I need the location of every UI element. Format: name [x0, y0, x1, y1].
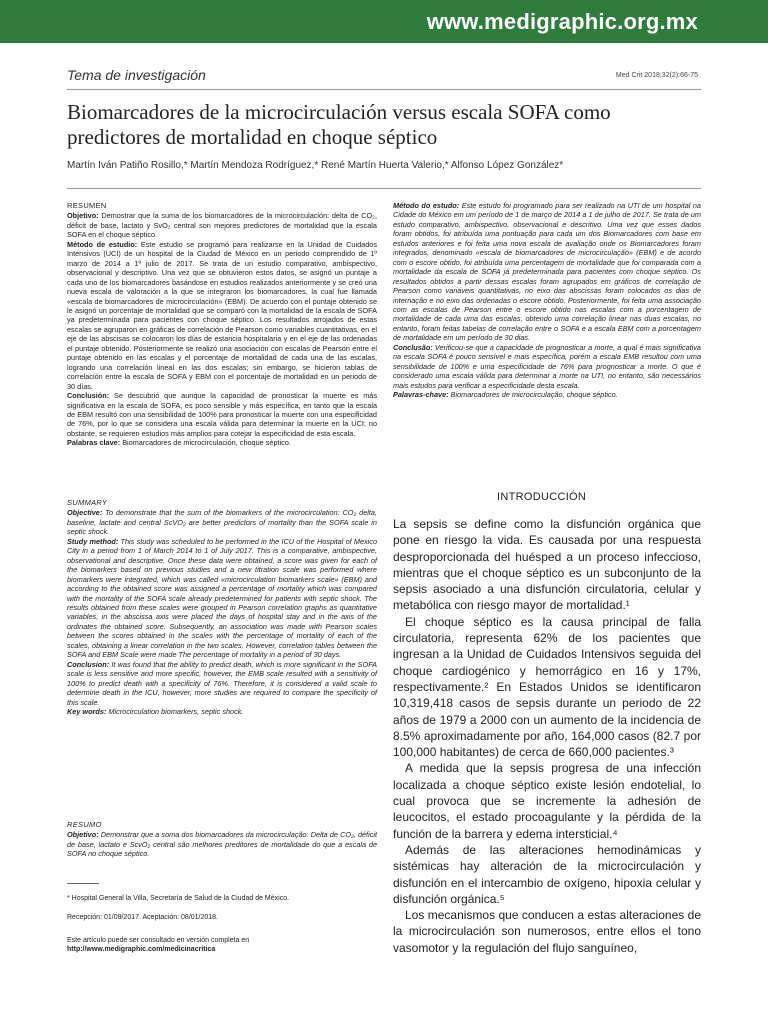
abstract-item: Método do estudo: Este estudo foi programado para ser realizado na UTI de um hospital na Cidade do México em um período de 1 de março de 2014 a 1 de julho de 2017. Se trata de um estudo comparativo, ambispectivo, observacional e descritivo. Uma vez que esses dados foram obtidos, foi atribuída uma pontuação para cada um dos Biomarcadores com base em estudos anteriores e foi feita uma nova escala de avaliação onde os Biomarcadores foram integrados, denominado «escala de biomarcadores de microcirculação» (EBM) e de acordo com o escore obtido, foi atribuída uma percentagem de mortalidade que foi comparada com a mortalidade da escala de SOFA já predeterminada para pacientes com choque séptico. Os resultados obtidos a partir dessas escalas foram agrupados em gráficos de correlação de Pearson como variáveis quantitativas, no eixo das abscissas foram colocados os dias de internação e no eixo das ordenadas o escore obtido. Posteriormente, foi feita uma associação com as escalas de Pearson entre o escore obtido nas escalas com a porcentagem de mortalidade de cada uma das escalas, obtendo uma correlação linear nas duas escalas, no entanto, foram feitas tabelas de correlação entre o SOFA e a escala EBM com a porcentagem de mortalidade em um período de 30 dias.	[393, 201, 701, 343]
abstract-resumen	[67, 201, 377, 448]
abstract-item: Objetivo: Demonstrar que a soma dos biomarcadores da microcirculação: Delta de CO₂, déficit de base, lactato e ScvO₂ central são melhores preditores de mortalidade do que a escala de SOFA no choque séptico.	[67, 830, 377, 859]
abstract-item: Conclusão: Verificou-se que a capacidade de prognosticar a morte, a qual é mais significativa na escala SOFA é pouco sensível e mais específica, porém a escala EMB resultou com uma sensibilidade de 100% e uma especificidade de 76% para prognosticar a morte. O que é considerado uma escala válida para determinar a morte na UTI, no entanto, são necessários mais estudos para verificar a especificidade desta escala.	[393, 342, 701, 390]
site-banner	[0, 0, 768, 43]
resumo-heading: RESUMO	[67, 820, 102, 829]
introduction-body	[393, 516, 701, 956]
body-paragraph: Los mecanismos que conducen a estas alteraciones de la microcirculación son numerosos, entre ellos el tono vasomotor y la regulación del flujo sanguíneo,	[393, 908, 701, 955]
online-note: Este artículo puede ser consultado en versión completa en	[67, 937, 250, 944]
abstract-item: Método de estudio: Este estudio se programó para realizarse en la Unidad de Cuidados Intensivos (UCI) de un hospital de la Ciudad de México en un periodo comprendido de 1º marzo de 2014 a 1º julio de 2017. Se trata de un estudio comparativo, ambispectivo, observacional y descriptivo. Una vez que se obtuvieron estos datos, se asignó un puntaje a cada uno de los biomarcadores basándose en estudios realizados anteriormente y se creó una nueva escala de valoración a la que se integraron los biomarcadores, la cual fue llamada «escala de biomarcadores de microcirculación» (EBM). De acuerdo con el puntaje obtenido se le asignó un porcentaje de mortalidad que se comparó con la mortalidad de la escala de SOFA ya predeterminada para pacientes con choque séptico. Los resultados arrojados de estas escalas se agruparon en gráficas de correlación de Pearson como variables cuantitativas, en el eje de las abscisas se colocaron los días de estancia hospitalaria y en el eje de las ordenadas el puntaje obtenido. Posteriormente se realizó una asociación con escalas de Pearson entre el puntaje obtenido en las escalas y el porcentaje de mortalidad de cada una de las escalas, logrando una correlación lineal en las dos escalas; sin embargo, se hicieron tablas de correlación entre la escala de SOFA y EBM con el porcentaje de mortalidad en un periodo de 30 días.	[67, 239, 377, 391]
header-divider	[67, 89, 701, 90]
affiliation-footnote: * Hospital General la Villa, Secretaría de Salud de la Ciudad de México.	[67, 895, 290, 902]
online-footnote	[67, 936, 367, 954]
article-title: Biomarcadores de la microcirculación versus escala SOFA como predictores de mortalidad en choque séptico	[67, 100, 611, 149]
summary-heading: SUMMARY	[67, 498, 108, 507]
abstract-item: Palabras clave: Biomarcadores de microcirculación, choque séptico.	[67, 438, 291, 448]
footnote-divider	[67, 883, 99, 884]
abstract-item: Objective: To demonstrate that the sum of the biomarkers of the microcirculation: CO₂ delta, baseline, lactate and central ScVO₂ are better predictors of mortality than the SOFA scale in septic shock.	[67, 508, 377, 537]
body-paragraph: Además de las alteraciones hemodinámicas y sistémicas hay alteración de la microcirculación y disfunción en el intercambio de oxígeno, hipoxia celular y disfunción orgánica.⁵	[393, 842, 701, 906]
abstract-resumo-continued	[393, 201, 701, 400]
body-paragraph: El choque séptico es la causa principal de falla circulatoria, representa 62% de los pacientes que ingresan a la Unidad de Cuidados Intensivos seguida del choque cardiogénico y hemorrágico en 16 y 17%, respectivamente.² En Estados Unidos se identificaron 10,319,418 casos de sepsis durante un periodo de 22 años de 1979 a 2000 con un aumento de la incidencia de 8.5% aproximadamente por año, 164,000 casos (82.7 por 100,000 habitantes) de cerca de 660,000 pacientes.³	[393, 614, 701, 760]
resumen-heading: RESUMEN	[67, 201, 107, 210]
journal-reference: Med Crit 2018;32(2):66-75	[615, 72, 698, 79]
abstract-resumo	[67, 820, 377, 859]
abstract-item: Conclusión: Se descubrió que aunque la capacidad de pronosticar la muerte es más significativa en la escala de SOFA, es poco sensible y más específica, en tanto que la escala de EBM resultó con una sensibilidad de 100% para pronosticar la muerte con una especificidad de 76%, por lo que se considera una escala válida para determinar la muerte en la UCI; no obstante, se requieren estudios más amplios para cotejar la especificidad de esta escala.	[67, 391, 377, 438]
author-list: Martín Iván Patiño Rosillo,* Martín Mendoza Rodríguez,* René Martín Huerta Valerio,* Alfonso López González*	[67, 160, 564, 171]
online-link[interactable]: http://www.medigraphic.com/medicinacritica	[67, 946, 216, 953]
abstract-item: Conclusion: It was found that the ability to predict death, which is more significant in the SOFA scale is less sensitive and more specific, however, the EMB scale resulted with a sensitivity of 100% to predict death with a specificity of 76%. Therefore, it is considered a valid scale to determine death in the ICU, however, more studies are required to compare the specificity of this scale.	[67, 659, 377, 707]
abstract-item: Palavras-chave: Biomarcadores de microcirculação, choque séptico.	[393, 390, 618, 400]
authors-divider	[67, 188, 701, 189]
site-url[interactable]: www.medigraphic.org.mx	[426, 9, 698, 34]
introduction-heading: INTRODUCCIÓN	[497, 491, 587, 503]
abstract-item: Study method: This study was scheduled to be performed in the ICU of the Hospital of Mexico City in a period from 1 of March 2014 to 1 of July 2017. This is a comparative, ambispective, observational and descriptive. Once these data were obtained, a score was given for each of the biomarkers based on previous studies and a new titration scale was performed where biomarkers were integrated, which was called «microcirculation biomarkers scale» (EBM) and according to the obtained score was assigned a percentage of mortality which was compared with the mortality of the SOFA scale already predetermined for patients with septic shock. The results obtained from these scales were grouped in Pearson correlation graphs as quantitative variables, in the abscissa axis were placed the days of hospital stay and in the axis of the ordinates the obtained score. Subsequently, an association was made with Pearson scales between the scores obtained in the scales with the percentage of mortality of each of the scales, obtaining a linear correlation in the two scales. However, correlation tables between the SOFA and EBM Scale were made The percentage of mortality in a period of 30 days.	[67, 536, 378, 660]
abstract-summary	[67, 498, 377, 716]
body-paragraph: A medida que la sepsis progresa de una infección localizada a choque séptico existe lesión endotelial, lo cual provoca que se incremente la adhesión de leucocitos, el estado procoagulante y la pérdida de la función de la barrera y edema intersticial.⁴	[393, 761, 701, 841]
body-paragraph: La sepsis se define como la disfunción orgánica que pone en riesgo la vida. Es causada por una respuesta desproporcionada del huésped a un proceso infeccioso, mientras que el choque séptico es un subconjunto de la sepsis asociado a una disfunción circulatoria, celular y metabólica con riesgo mayor de mortalidad.¹	[393, 517, 701, 613]
abstract-item: Key words: Microcirculation biomarkers, septic shock.	[67, 706, 244, 716]
section-label: Tema de investigación	[67, 67, 206, 83]
abstract-item: Objetivo: Demostrar que la suma de los biomarcadores de la microcirculación: delta de CO₂, déficit de base, lactato y SvO₂ central son mejores predictores de mortalidad que la escala SOFA en el choque séptico.	[67, 211, 377, 240]
dates-footnote: Recepción: 01/09/2017. Aceptación: 08/01/2018.	[67, 914, 219, 921]
